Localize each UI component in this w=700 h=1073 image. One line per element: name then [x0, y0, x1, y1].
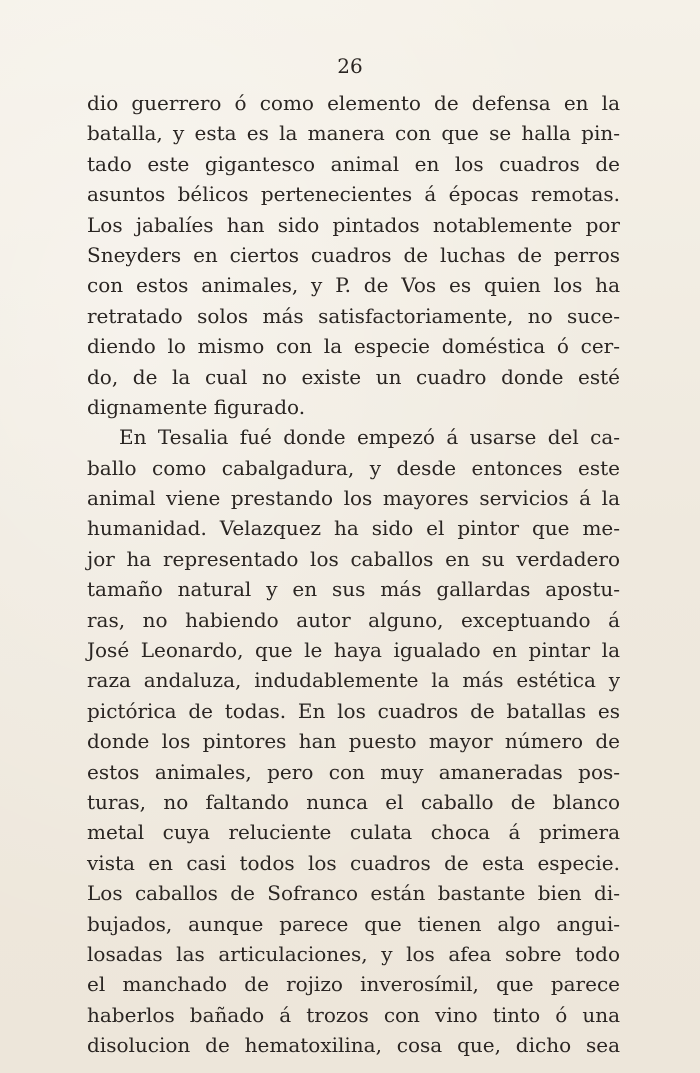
text-line: Sneyders en ciertos cuadros de luchas de perros [87, 242, 620, 267]
text-line: estos animales, pero con muy amaneradas pos- [87, 759, 620, 784]
text-line: Los caballos de Sofranco están bastante bien di- [87, 881, 620, 906]
text-line: En Tesalia fué donde empezó á usarse del ca- [119, 425, 620, 450]
page-number: 26 [337, 54, 363, 78]
text-line: vista en casi todos los cuadros de esta especie. [87, 850, 620, 875]
body-text [87, 88, 620, 1061]
text-line: tamaño natural y en sus más gallardas apostu- [87, 577, 620, 602]
text-line: haberlos bañado á trozos con vino tinto ó una [87, 1002, 620, 1027]
text-line: bujados, aunque parece que tienen algo angui- [87, 911, 620, 936]
text-line: tado este gigantesco animal en los cuadros de [87, 151, 620, 176]
text-line: turas, no faltando nunca el caballo de blanco [87, 789, 620, 814]
text-line: retratado solos más satisfactoriamente, no suce- [87, 303, 620, 328]
text-line: ras, no habiendo autor alguno, exceptuando á [87, 607, 620, 632]
text-line: asuntos bélicos pertenecientes á épocas remotas. [87, 182, 620, 207]
text-line: diendo lo mismo con la especie doméstica ó cer- [87, 334, 620, 359]
text-line: metal cuya reluciente culata choca á primera [87, 820, 620, 845]
text-line: ballo como cabalgadura, y desde entonces este [87, 455, 620, 480]
text-line: el manchado de rojizo inverosímil, que parece [87, 972, 620, 997]
text-line: Los jabalíes han sido pintados notablemente por [87, 212, 620, 237]
text-line: humanidad. Velazquez ha sido el pintor que me- [87, 516, 620, 541]
text-line: raza andaluza, indudablemente la más estética y [87, 668, 620, 693]
text-line: disolucion de hematoxilina, cosa que, dicho sea [87, 1033, 620, 1058]
text-line: batalla, y esta es la manera con que se halla pin- [87, 121, 620, 146]
text-line: pictórica de todas. En los cuadros de batallas es [87, 698, 620, 723]
text-line: dignamente figurado. [87, 394, 306, 419]
text-line: losadas las articulaciones, y los afea sobre todo [87, 941, 620, 966]
text-line: con estos animales, y P. de Vos es quien los ha [87, 273, 620, 298]
text-line: dio guerrero ó como elemento de defensa en la [87, 91, 620, 115]
text-line: do, de la cual no existe un cuadro donde esté [87, 364, 620, 389]
text-line: donde los pintores han puesto mayor número de [87, 729, 620, 754]
text-line: José Leonardo, que le haya igualado en pintar la [87, 638, 620, 663]
text-line: jor ha representado los caballos en su verdadero [87, 546, 620, 571]
text-line: animal viene prestando los mayores servicios á la [87, 486, 620, 511]
